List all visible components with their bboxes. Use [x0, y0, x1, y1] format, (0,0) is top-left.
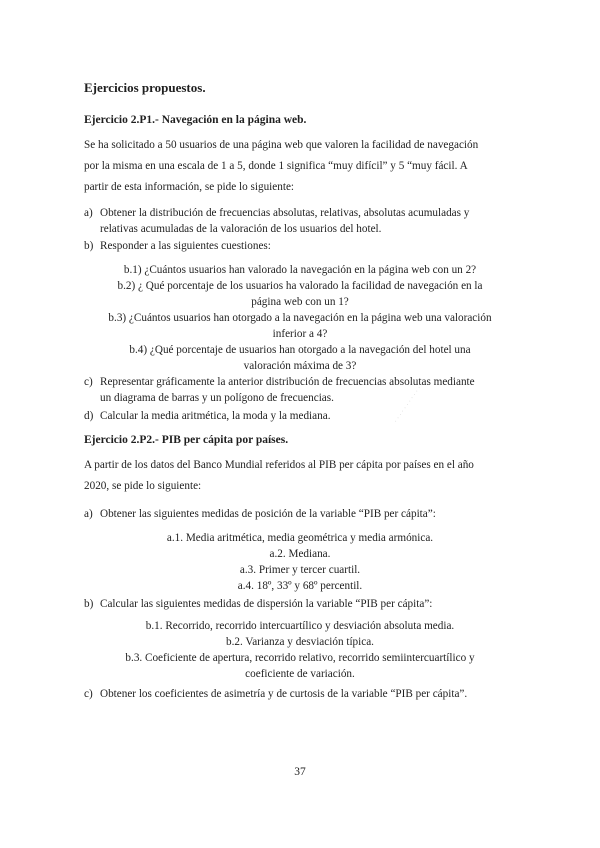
- exercise-2-sub-a: [84, 530, 516, 594]
- sub-line: b.2. Varianza y desviación típica.: [226, 636, 374, 648]
- item-line: relativas acumuladas de la valoración de los usuarios del hotel.: [100, 223, 382, 235]
- sub-line: b.2) ¿ Qué porcentaje de los usuarios ha valorado la facilidad de navegación en la: [117, 280, 483, 292]
- sub-line: inferior a 4?: [272, 328, 328, 340]
- exercise-1-sub-b2: [84, 278, 516, 310]
- exercise-2-item-a: [84, 506, 516, 522]
- exercise-2-intro: [84, 455, 516, 497]
- intro-line: partir de esta información, se pide lo siguiente:: [84, 181, 295, 193]
- exercise-1-title: Ejercicio 2.P1.- Navegación en la página web.: [84, 114, 307, 126]
- item-marker: b): [84, 240, 94, 252]
- item-marker: c): [84, 376, 93, 388]
- exercise-2-item-b: [84, 596, 516, 612]
- page-number: 37: [294, 766, 306, 778]
- exercise-2-title: Ejercicio 2.P2.- PIB per cápita por países.: [84, 434, 289, 446]
- exercise-1-sub-b1: [84, 262, 516, 278]
- item-marker: c): [84, 688, 93, 700]
- item-line: Obtener la distribución de frecuencias absolutas, relativas, absolutas acumuladas y: [100, 207, 470, 219]
- exercise-2-item-c: [84, 686, 516, 702]
- item-line: un diagrama de barras y un polígono de frecuencias.: [100, 392, 334, 404]
- exercise-2-sub-b3: [84, 650, 516, 682]
- item-line: Obtener los coeficientes de asimetría y de curtosis de la variable “PIB per cápita”.: [100, 688, 468, 700]
- sub-line: valoración máxima de 3?: [243, 360, 357, 372]
- sub-line: coeficiente de variación.: [245, 668, 355, 680]
- watermark-stamp: · · · · · · · · · · · · ·: [392, 377, 428, 425]
- sub-line: a.4. 18º, 33º y 68º percentil.: [237, 580, 363, 592]
- item-line: Obtener las siguientes medidas de posición de la variable “PIB per cápita”:: [100, 508, 436, 520]
- section-heading: Ejercicios propuestos.: [84, 80, 206, 95]
- item-marker: d): [84, 410, 94, 422]
- item-line: Representar gráficamente la anterior distribución de frecuencias absolutas mediante: [100, 376, 475, 388]
- item-marker: a): [84, 207, 93, 219]
- intro-line: 2020, se pide lo siguiente:: [84, 480, 202, 492]
- item-line: Responder a las siguientes cuestiones:: [100, 240, 271, 252]
- intro-line: Se ha solicitado a 50 usuarios de una página web que valoren la facilidad de navegación: [84, 139, 479, 151]
- item-marker: b): [84, 598, 94, 610]
- item-line: Calcular las siguientes medidas de dispersión la variable “PIB per cápita”:: [100, 598, 433, 610]
- sub-line: página web con un 1?: [251, 296, 349, 308]
- intro-line: A partir de los datos del Banco Mundial referidos al PIB per cápita por países en el año: [84, 459, 474, 471]
- sub-line: b.1) ¿Cuántos usuarios han valorado la navegación en la página web con un 2?: [123, 264, 477, 276]
- sub-line: a.2. Mediana.: [269, 548, 331, 560]
- sub-line: b.1. Recorrido, recorrido intercuartílico y desviación absoluta media.: [145, 620, 455, 632]
- exercise-1-item-a: [84, 205, 516, 237]
- exercise-2-sub-b2: [84, 634, 516, 650]
- sub-line: b.4) ¿Qué porcentaje de usuarios han otorgado a la navegación del hotel una: [129, 344, 471, 356]
- exercise-1-sub-b4: [84, 342, 516, 374]
- sub-line: a.1. Media aritmética, media geométrica y media armónica.: [166, 532, 434, 544]
- sub-line: b.3) ¿Cuántos usuarios han otorgado a la navegación en la página web una valoración: [108, 312, 492, 324]
- exercise-1-item-b: [84, 238, 516, 254]
- intro-line: por la misma en una escala de 1 a 5, donde 1 significa “muy difícil” y 5 “muy fácil. A: [84, 160, 468, 172]
- exercise-1-item-d: [84, 408, 516, 424]
- exercise-2-sub-b1: [84, 618, 516, 634]
- sub-line: a.3. Primer y tercer cuartil.: [239, 564, 361, 576]
- item-marker: a): [84, 508, 93, 520]
- exercise-1-intro: [84, 135, 516, 198]
- exercise-1-item-c: [84, 374, 516, 406]
- item-line: Calcular la media aritmética, la moda y la mediana.: [100, 410, 331, 422]
- exercise-1-sub-b3: [84, 310, 516, 342]
- sub-line: b.3. Coeficiente de apertura, recorrido relativo, recorrido semiintercuartílico y: [125, 652, 475, 664]
